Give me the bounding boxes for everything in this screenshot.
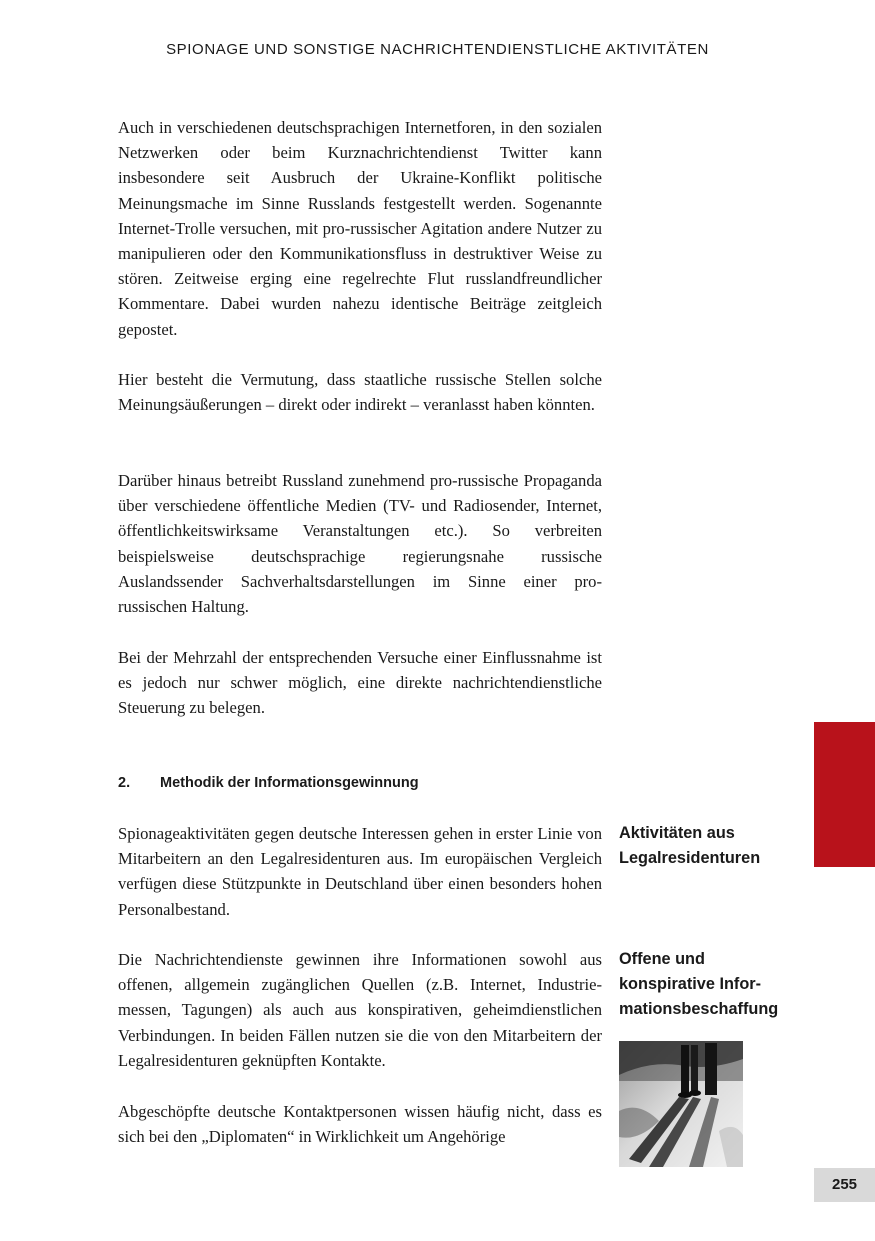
paragraph-suspicion: Hier besteht die Vermutung, dass staatliche russische Stellen solche Meinungsäußerungen – direkt oder indirekt – veranlasst haben könnten.: [118, 370, 602, 415]
paragraph-internet-trolls: Auch in verschiedenen deutschsprachigen Internetforen, in den sozialen Netzwerken oder beim Kurznachrichtendienst Twitter kann insbesondere seit Ausbruch der Ukraine-Konflikt politische Meinungsmache im Sinne Russlands festgestellt werden. Sogenannte Internet-Trolle versuchen, mit pro-russischer Agitation andere Nutzer zu manipulieren oder den Kommunikationsfluss in destruktiver Weise zu stören. Zeitweise erging eine regelrechte Flut russlandfreundlicher Kommentare. Dabei wurden nahezu identische Beiträge zeitgleich gepostet.: [118, 118, 602, 339]
section-heading: [118, 771, 419, 795]
paragraph-information-sources: Die Nachrichtendienste gewinnen ihre Informationen sowohl aus offenen, allgemein zugänglichen Quellen (z.B. Internet, Industriemessen, Tagungen) als auch aus konspirativen, geheimdienstlichen Verbindungen. In beiden Fällen nutzen sie die von den Mitarbeitern der Legalresidenturen geknüpften Kontakte.: [118, 950, 602, 1070]
margin-note-information-gathering: Offene und konspirative Informationsbeschaffung: [619, 950, 779, 1019]
snow-shadow-photo: [619, 1041, 743, 1167]
section-title: Methodik der Informationsgewinnung: [160, 775, 419, 791]
paragraph-legal-residencies: Spionageaktivitäten gegen deutsche Interessen gehen in erster Linie von Mitarbeitern an den Legalresidenturen aus. Im europäischen Vergleich verfügen diese Stützpunkte in Deutschland über einen besonders hohen Personalbestand.: [118, 824, 602, 919]
chapter-tab-marker: [814, 722, 875, 867]
section-number: 2.: [118, 775, 131, 791]
page-number: 255: [814, 1168, 875, 1202]
paragraph-contact-persons: Abgeschöpfte deutsche Kontaktpersonen wissen häufig nicht, dass es sich bei den „Diplomaten“ in Wirklichkeit um Angehörige: [118, 1102, 602, 1147]
margin-note-legal-residencies: Aktivitäten aus Legalresidenturen: [619, 824, 761, 868]
paragraph-influence: Bei der Mehrzahl der entsprechenden Versuche einer Einflussnahme ist es jedoch nur schwer möglich, eine direkte nachrichtendienstliche Steuerung zu belegen.: [118, 648, 602, 718]
running-header: SPIONAGE UND SONSTIGE NACHRICHTENDIENSTLICHE AKTIVITÄTEN: [166, 41, 709, 58]
paragraph-propaganda: Darüber hinaus betreibt Russland zunehmend pro-russische Propaganda über verschiedene öffentliche Medien (TV- und Radiosender, Internet, öffentlichkeitswirksame Veranstaltungen etc.). So verbreiten beispielsweise deutschsprachige regierungsnahe russische Auslandssender Sachverhaltsdarstellungen im Sinne einer pro-russischen Haltung.: [118, 471, 602, 617]
